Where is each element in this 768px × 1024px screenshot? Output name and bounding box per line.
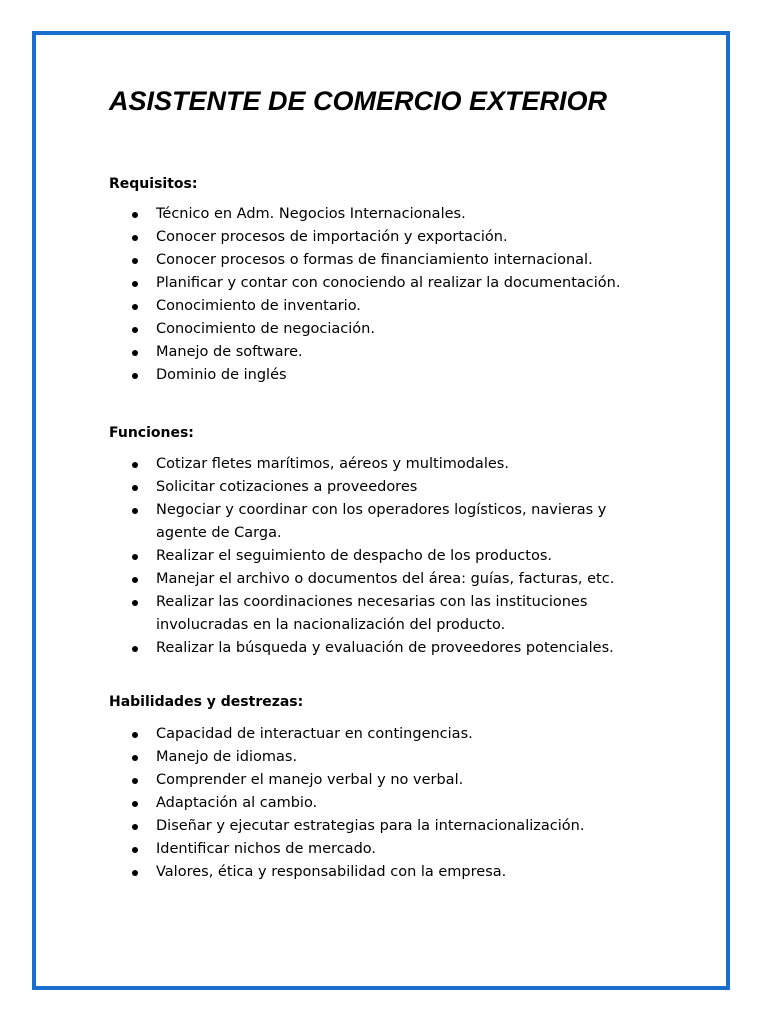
bullet-icon bbox=[132, 847, 138, 853]
document-title: ASISTENTE DE COMERCIO EXTERIOR bbox=[109, 86, 608, 116]
bullet-icon bbox=[132, 870, 138, 876]
bullet-icon bbox=[132, 304, 138, 310]
bullet-icon bbox=[132, 508, 138, 514]
list-item-text: Manejo de idiomas. bbox=[156, 749, 298, 765]
list-item-text: Conocer procesos o formas de financiamiento internacional. bbox=[156, 252, 593, 268]
bullet-icon bbox=[132, 350, 138, 356]
bullet-icon bbox=[132, 258, 138, 264]
list-item bbox=[128, 295, 628, 318]
list-item bbox=[128, 545, 628, 568]
section-heading-funciones: Funciones: bbox=[109, 425, 194, 441]
list-item-text: Planificar y contar con conociendo al realizar la documentación. bbox=[156, 275, 621, 291]
list-item-text: Comprender el manejo verbal y no verbal. bbox=[156, 772, 464, 788]
list-item-text: Cotizar fletes marítimos, aéreos y multimodales. bbox=[156, 456, 509, 472]
list-item-text: Técnico en Adm. Negocios Internacionales. bbox=[156, 206, 466, 222]
bullet-icon bbox=[132, 801, 138, 807]
list-item bbox=[128, 769, 628, 792]
bullet-icon bbox=[132, 646, 138, 652]
list-item-text: Realizar las coordinaciones necesarias con las instituciones involucradas en la nacionalización del producto. bbox=[156, 594, 588, 633]
list-item-text: Negociar y coordinar con los operadores logísticos, navieras y agente de Carga. bbox=[156, 502, 607, 541]
list-item bbox=[128, 453, 628, 476]
bullet-icon bbox=[132, 212, 138, 218]
list-item-text: Manejar el archivo o documentos del área: guías, facturas, etc. bbox=[156, 571, 615, 587]
list-item bbox=[128, 249, 628, 272]
list-item-text: Conocimiento de inventario. bbox=[156, 298, 361, 314]
funciones-list bbox=[128, 453, 628, 660]
list-item bbox=[128, 591, 628, 637]
list-item-text: Adaptación al cambio. bbox=[156, 795, 318, 811]
bullet-icon bbox=[132, 824, 138, 830]
bullet-icon bbox=[132, 554, 138, 560]
list-item bbox=[128, 568, 628, 591]
list-item bbox=[128, 364, 628, 387]
list-item-text: Capacidad de interactuar en contingencias. bbox=[156, 726, 473, 742]
list-item-text: Solicitar cotizaciones a proveedores bbox=[156, 479, 418, 495]
list-item bbox=[128, 746, 628, 769]
section-heading-habilidades: Habilidades y destrezas: bbox=[109, 694, 304, 710]
list-item bbox=[128, 476, 628, 499]
bullet-icon bbox=[132, 778, 138, 784]
bullet-icon bbox=[132, 755, 138, 761]
list-item bbox=[128, 341, 628, 364]
list-item-text: Valores, ética y responsabilidad con la empresa. bbox=[156, 864, 507, 880]
list-item-text: Identificar nichos de mercado. bbox=[156, 841, 376, 857]
bullet-icon bbox=[132, 235, 138, 241]
list-item-text: Realizar la búsqueda y evaluación de proveedores potenciales. bbox=[156, 640, 614, 656]
section-heading-requisitos: Requisitos: bbox=[109, 176, 198, 192]
habilidades-list bbox=[128, 723, 628, 884]
list-item-text: Realizar el seguimiento de despacho de los productos. bbox=[156, 548, 552, 564]
bullet-icon bbox=[132, 600, 138, 606]
bullet-icon bbox=[132, 327, 138, 333]
list-item bbox=[128, 723, 628, 746]
list-item-text: Conocer procesos de importación y exportación. bbox=[156, 229, 508, 245]
bullet-icon bbox=[132, 485, 138, 491]
list-item-text: Conocimiento de negociación. bbox=[156, 321, 375, 337]
list-item bbox=[128, 838, 628, 861]
list-item bbox=[128, 272, 628, 295]
bullet-icon bbox=[132, 732, 138, 738]
list-item bbox=[128, 815, 628, 838]
list-item bbox=[128, 318, 628, 341]
requisitos-list bbox=[128, 203, 628, 387]
list-item bbox=[128, 499, 628, 545]
bullet-icon bbox=[132, 281, 138, 287]
list-item-text: Diseñar y ejecutar estrategias para la internacionalización. bbox=[156, 818, 585, 834]
list-item bbox=[128, 861, 628, 884]
list-item bbox=[128, 226, 628, 249]
bullet-icon bbox=[132, 462, 138, 468]
list-item bbox=[128, 203, 628, 226]
bullet-icon bbox=[132, 373, 138, 379]
bullet-icon bbox=[132, 577, 138, 583]
list-item bbox=[128, 637, 628, 660]
list-item bbox=[128, 792, 628, 815]
list-item-text: Manejo de software. bbox=[156, 344, 303, 360]
list-item-text: Dominio de inglés bbox=[156, 367, 287, 383]
